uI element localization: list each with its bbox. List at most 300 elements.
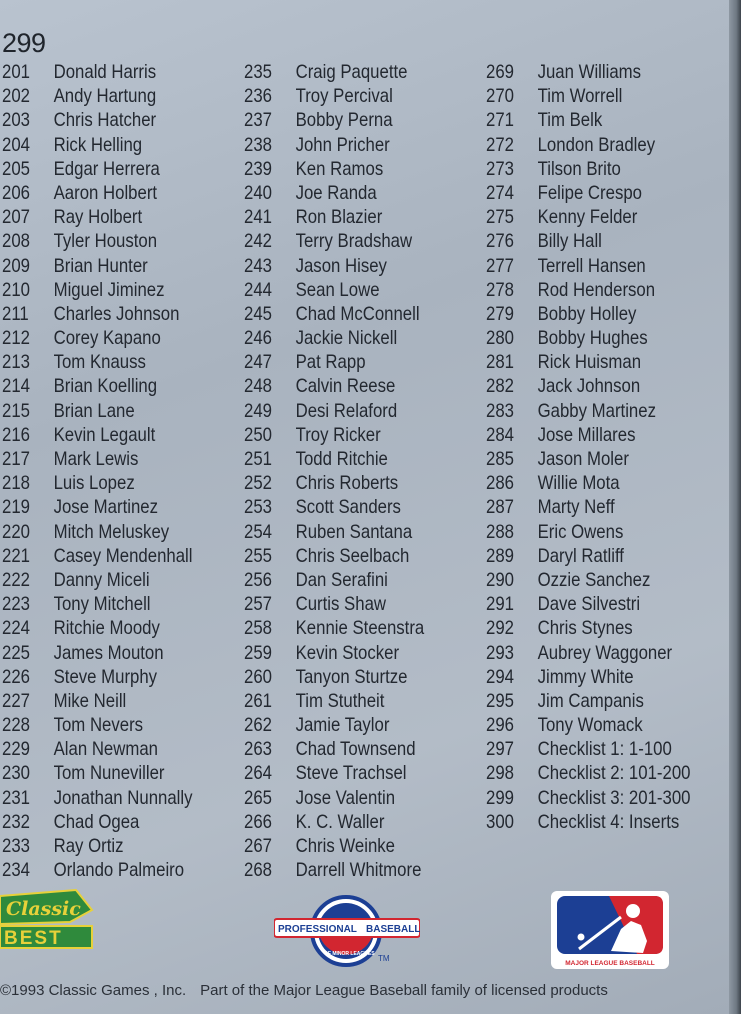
card-id: 285: [486, 448, 514, 470]
player-name: Kenny Felder: [537, 206, 638, 229]
card-id: 299: [486, 786, 514, 809]
checklist-row: [244, 592, 424, 616]
card-id: 201: [2, 61, 30, 83]
player-name: Miguel Jiminez: [53, 278, 165, 301]
card-id: 300: [486, 810, 514, 833]
player-name: Donald Harris: [53, 61, 157, 83]
card-number: 299: [2, 28, 46, 58]
checklist-row: [486, 84, 690, 108]
checklist-row: [486, 302, 690, 326]
checklist-row: [486, 810, 690, 834]
player-name: Chris Stynes: [537, 617, 633, 640]
card-id: 280: [486, 327, 514, 350]
player-name: Jim Campanis: [537, 689, 644, 712]
mlb-logo: [551, 891, 669, 969]
checklist-row: [2, 423, 193, 447]
card-id: 249: [244, 399, 272, 422]
card-id: 218: [2, 472, 30, 495]
card-id: 284: [486, 423, 514, 446]
player-name: Chris Hatcher: [53, 109, 157, 132]
checklist-row: [244, 761, 424, 785]
player-name: Aubrey Waggoner: [537, 641, 673, 664]
card-id: 230: [2, 762, 30, 785]
checklist-row: [244, 229, 424, 253]
card-id: 255: [244, 544, 272, 567]
checklist-row: [486, 495, 690, 519]
player-name: Bobby Holley: [537, 302, 637, 325]
classic-best-logo: [0, 888, 100, 954]
checklist-row: [2, 834, 193, 858]
card-id: 224: [2, 617, 30, 640]
checklist-row: [2, 761, 193, 785]
checklist-row: [244, 60, 424, 84]
checklist-column-2: [244, 60, 454, 882]
player-name: Chad Townsend: [295, 738, 416, 761]
card-id: 220: [2, 520, 30, 543]
checklist-row: [244, 326, 424, 350]
checklist-row: [244, 616, 424, 640]
card-id: 273: [486, 157, 514, 180]
checklist-row: [2, 157, 193, 181]
card-id: 264: [244, 762, 272, 785]
card-id: 204: [2, 133, 30, 156]
player-name: Chris Weinke: [295, 835, 396, 857]
card-id: 290: [486, 568, 514, 591]
checklist-row: [244, 471, 424, 495]
card-id: 233: [2, 835, 30, 857]
card-id: 251: [244, 448, 272, 470]
player-name: Rod Henderson: [537, 278, 656, 301]
checklist-row: [244, 108, 424, 132]
checklist-row: [2, 810, 193, 834]
player-name: Ron Blazier: [295, 206, 383, 229]
player-name: Rick Huisman: [537, 351, 642, 374]
checklist-column-3: [486, 60, 724, 834]
checklist-row: [244, 544, 424, 568]
checklist-row: [486, 689, 690, 713]
card-id: 238: [244, 133, 272, 156]
card-id: 257: [244, 593, 272, 616]
checklist-row: [244, 254, 424, 278]
card-id: 271: [486, 109, 514, 132]
card-id: 243: [244, 254, 272, 277]
professional-baseball-logo: [274, 893, 420, 973]
checklist-row: [2, 641, 193, 665]
card-id: 289: [486, 544, 514, 567]
player-name: Kennie Steenstra: [295, 617, 425, 640]
card-id: 210: [2, 278, 30, 301]
player-name: John Pricher: [295, 133, 390, 156]
checklist-row: [2, 592, 193, 616]
player-name: Jackie Nickell: [295, 327, 398, 350]
checklist-row: [2, 278, 193, 302]
checklist-row: [486, 520, 690, 544]
checklist-row: [244, 133, 424, 157]
player-name: Ken Ramos: [295, 157, 384, 180]
checklist-row: [244, 350, 424, 374]
player-name: Checklist 2: 101-200: [537, 762, 691, 785]
card-id: 235: [244, 61, 272, 83]
player-name: Jose Valentin: [295, 786, 396, 809]
card-id: 270: [486, 85, 514, 108]
checklist-row: [2, 254, 193, 278]
player-name: Kevin Stocker: [295, 641, 400, 664]
checklist-row: [244, 713, 424, 737]
card-id: 219: [2, 496, 30, 519]
player-name: Marty Neff: [537, 496, 615, 519]
checklist-row: [2, 447, 193, 471]
player-name: K. C. Waller: [295, 810, 385, 833]
checklist-row: [244, 520, 424, 544]
card-id: 241: [244, 206, 272, 229]
card-id: 245: [244, 302, 272, 325]
checklist-row: [486, 157, 690, 181]
checklist-row: [244, 495, 424, 519]
checklist-row: [486, 568, 690, 592]
card-id: 215: [2, 399, 30, 422]
player-name: Daryl Ratliff: [537, 544, 624, 567]
checklist-row: [486, 254, 690, 278]
checklist-row: [244, 665, 424, 689]
player-name: Casey Mendenhall: [53, 544, 193, 567]
pro-logo-bottom-text: OF MINOR LEAGUES: [324, 951, 375, 957]
card-id: 236: [244, 85, 272, 108]
card-id: 269: [486, 61, 514, 83]
card-id: 216: [2, 423, 30, 446]
player-name: Gabby Martinez: [537, 399, 656, 422]
player-name: Aaron Holbert: [53, 181, 158, 204]
player-name: Ray Holbert: [53, 206, 143, 229]
card-id: 229: [2, 738, 30, 761]
player-name: Jamie Taylor: [295, 714, 390, 737]
card-id: 276: [486, 230, 514, 253]
checklist-row: [486, 665, 690, 689]
player-name: Corey Kapano: [53, 327, 161, 350]
checklist-row: [244, 157, 424, 181]
player-name: Tom Knauss: [53, 351, 146, 374]
checklist-row: [244, 834, 424, 858]
player-name: Ray Ortiz: [53, 835, 124, 857]
checklist-row: [2, 689, 193, 713]
player-name: Pat Rapp: [295, 351, 366, 374]
card-id: 253: [244, 496, 272, 519]
checklist-row: [2, 181, 193, 205]
player-name: Mike Neill: [53, 689, 127, 712]
card-id: 275: [486, 206, 514, 229]
checklist-row: [486, 423, 690, 447]
checklist-row: [2, 133, 193, 157]
card-id: 212: [2, 327, 30, 350]
card-id: 252: [244, 472, 272, 495]
player-name: Charles Johnson: [53, 302, 180, 325]
player-name: Rick Helling: [53, 133, 143, 156]
player-name: Willie Mota: [537, 472, 620, 495]
pro-logo-left-text: PROFESSIONAL: [278, 924, 357, 935]
card-id: 295: [486, 689, 514, 712]
card-id: 228: [2, 714, 30, 737]
mlb-logo-text: MAJOR LEAGUE BASEBALL: [565, 960, 655, 967]
card-id: 294: [486, 665, 514, 688]
card-id: 242: [244, 230, 272, 253]
card-id: 268: [244, 859, 272, 882]
checklist-row: [244, 447, 424, 471]
player-name: Tony Mitchell: [53, 593, 151, 616]
player-name: Chad Ogea: [53, 810, 140, 833]
checklist-row: [486, 786, 690, 810]
checklist-row: [2, 665, 193, 689]
player-name: Edgar Herrera: [53, 157, 160, 180]
checklist-row: [486, 713, 690, 737]
checklist-row: [244, 84, 424, 108]
checklist-row: [486, 278, 690, 302]
checklist-row: [486, 350, 690, 374]
player-name: Tim Stutheit: [295, 689, 385, 712]
card-id: 222: [2, 568, 30, 591]
checklist-row: [244, 181, 424, 205]
checklist-row: [486, 181, 690, 205]
checklist-row: [486, 229, 690, 253]
player-name: Danny Miceli: [53, 568, 150, 591]
card-id: 214: [2, 375, 30, 398]
player-name: Juan Williams: [537, 61, 642, 83]
checklist-row: [2, 326, 193, 350]
player-name: Troy Ricker: [295, 423, 381, 446]
card-id: 292: [486, 617, 514, 640]
card-id: 266: [244, 810, 272, 833]
card-id: 272: [486, 133, 514, 156]
player-name: Billy Hall: [537, 230, 602, 253]
checklist-row: [486, 399, 690, 423]
mlb-silhouette-icon: [551, 891, 669, 969]
checklist-row: [2, 205, 193, 229]
card-id: 259: [244, 641, 272, 664]
player-name: Tom Nevers: [53, 714, 144, 737]
checklist-row: [244, 568, 424, 592]
player-name: Alan Newman: [53, 738, 158, 761]
player-name: Mitch Meluskey: [53, 520, 170, 543]
card-id: 267: [244, 835, 272, 857]
player-name: Tony Womack: [537, 714, 643, 737]
checklist-row: [244, 810, 424, 834]
player-name: Jason Moler: [537, 448, 629, 470]
card-id: 223: [2, 593, 30, 616]
checklist-row: [244, 374, 424, 398]
card-id: 213: [2, 351, 30, 374]
card-id: 237: [244, 109, 272, 132]
player-name: Ruben Santana: [295, 520, 413, 543]
player-name: Eric Owens: [537, 520, 624, 543]
card-id: 248: [244, 375, 272, 398]
player-name: Ozzie Sanchez: [537, 568, 651, 591]
player-name: Chris Roberts: [295, 472, 399, 495]
card-id: 258: [244, 617, 272, 640]
card-id: 250: [244, 423, 272, 446]
player-name: Brian Hunter: [53, 254, 148, 277]
player-name: Desi Relaford: [295, 399, 398, 422]
card-id: 244: [244, 278, 272, 301]
card-id: 286: [486, 472, 514, 495]
card-id: 298: [486, 762, 514, 785]
player-name: Brian Lane: [53, 399, 135, 422]
card-id: 234: [2, 859, 30, 882]
player-name: Tilson Brito: [537, 157, 621, 180]
card-id: 254: [244, 520, 272, 543]
pro-logo-tm: TM: [378, 954, 390, 963]
checklist-row: [2, 302, 193, 326]
card-id: 206: [2, 181, 30, 204]
checklist-row: [486, 133, 690, 157]
player-name: Checklist 3: 201-300: [537, 786, 691, 809]
player-name: Jose Martinez: [53, 496, 158, 519]
card-id: 207: [2, 206, 30, 229]
card-id: 246: [244, 327, 272, 350]
player-name: Mark Lewis: [53, 448, 139, 470]
player-name: Joe Randa: [295, 181, 377, 204]
card-id: 231: [2, 786, 30, 809]
checklist-row: [2, 471, 193, 495]
copyright-text: ©1993 Classic Games , Inc.: [0, 982, 187, 999]
player-name: Luis Lopez: [53, 472, 135, 495]
checklist-row: [2, 786, 193, 810]
checklist-row: [2, 399, 193, 423]
player-name: Ritchie Moody: [53, 617, 160, 640]
checklist-row: [244, 737, 424, 761]
card-id: 263: [244, 738, 272, 761]
player-name: Darrell Whitmore: [295, 859, 422, 882]
checklist-row: [486, 616, 690, 640]
checklist-row: [244, 423, 424, 447]
card-id: 277: [486, 254, 514, 277]
player-name: Jonathan Nunnally: [53, 786, 193, 809]
player-name: Terrell Hansen: [537, 254, 646, 277]
checklist-row: [2, 108, 193, 132]
card-id: 232: [2, 810, 30, 833]
checklist-row: [486, 205, 690, 229]
card-id: 221: [2, 544, 30, 567]
player-name: London Bradley: [537, 133, 656, 156]
pro-logo-right-text: BASEBALL: [366, 924, 420, 935]
checklist-row: [244, 205, 424, 229]
checklist-row: [244, 786, 424, 810]
card-id: 274: [486, 181, 514, 204]
card-id: 225: [2, 641, 30, 664]
player-name: Jack Johnson: [537, 375, 641, 398]
player-name: Orlando Palmeiro: [53, 859, 185, 882]
checklist-row: [2, 374, 193, 398]
player-name: Troy Percival: [295, 85, 393, 108]
checklist-row: [486, 761, 690, 785]
player-name: Todd Ritchie: [295, 448, 388, 470]
card-id: 282: [486, 375, 514, 398]
card-id: 288: [486, 520, 514, 543]
checklist-row: [2, 568, 193, 592]
checklist-row: [2, 520, 193, 544]
player-name: Jason Hisey: [295, 254, 387, 277]
card-id: 260: [244, 665, 272, 688]
card-id: 261: [244, 689, 272, 712]
checklist-row: [2, 60, 193, 84]
card-id: 239: [244, 157, 272, 180]
player-name: Checklist 1: 1-100: [537, 738, 672, 761]
checklist-row: [486, 447, 690, 471]
card-id: 208: [2, 230, 30, 253]
player-name: Tim Belk: [537, 109, 603, 132]
player-name: Steve Trachsel: [295, 762, 407, 785]
player-name: Jose Millares: [537, 423, 636, 446]
player-name: Chris Seelbach: [295, 544, 410, 567]
card-id: 240: [244, 181, 272, 204]
player-name: Felipe Crespo: [537, 181, 642, 204]
player-name: Dan Serafini: [295, 568, 388, 591]
card-id: 205: [2, 157, 30, 180]
player-name: Terry Bradshaw: [295, 230, 413, 253]
checklist-row: [244, 641, 424, 665]
player-name: Kevin Legault: [53, 423, 156, 446]
card-id: 202: [2, 85, 30, 108]
card-id: 281: [486, 351, 514, 374]
card-id: 283: [486, 399, 514, 422]
license-text: Part of the Major League Baseball family of licensed products: [200, 982, 608, 999]
checklist-row: [2, 229, 193, 253]
checklist-row: [2, 858, 193, 882]
checklist-row: [486, 737, 690, 761]
player-name: Chad McConnell: [295, 302, 420, 325]
card-id: 226: [2, 665, 30, 688]
card-id: 247: [244, 351, 272, 374]
card-id: 209: [2, 254, 30, 277]
checklist-row: [2, 737, 193, 761]
checklist-row: [486, 641, 690, 665]
card-id: 293: [486, 641, 514, 664]
checklist-row: [486, 592, 690, 616]
player-name: Tim Worrell: [537, 85, 623, 108]
card-id: 279: [486, 302, 514, 325]
player-name: Scott Sanders: [295, 496, 401, 519]
player-name: Jimmy White: [537, 665, 634, 688]
player-name: Dave Silvestri: [537, 593, 641, 616]
player-name: Tom Nuneviller: [53, 762, 165, 785]
player-name: Calvin Reese: [295, 375, 396, 398]
checklist-row: [2, 544, 193, 568]
card-id: 278: [486, 278, 514, 301]
card-id: 296: [486, 714, 514, 737]
checklist-row: [244, 399, 424, 423]
checklist-row: [486, 544, 690, 568]
checklist-row: [486, 471, 690, 495]
checklist-row: [2, 84, 193, 108]
player-name: Bobby Perna: [295, 109, 393, 132]
player-name: Sean Lowe: [295, 278, 380, 301]
checklist-row: [244, 689, 424, 713]
checklist-row: [244, 302, 424, 326]
card-id: 211: [2, 302, 29, 325]
player-name: Tyler Houston: [53, 230, 158, 253]
checklist-row: [486, 108, 690, 132]
player-name: James Mouton: [53, 641, 164, 664]
card-id: 262: [244, 714, 272, 737]
footer: [0, 982, 608, 999]
card-id: 227: [2, 689, 30, 712]
checklist-row: [486, 374, 690, 398]
card-id: 217: [2, 448, 30, 470]
card-id: 297: [486, 738, 514, 761]
card-id: 287: [486, 496, 514, 519]
card-id: 291: [486, 593, 514, 616]
checklist-column-1: [2, 60, 224, 882]
checklist-row: [2, 350, 193, 374]
card-id: 265: [244, 786, 272, 809]
best-logo-text: BEST: [4, 928, 63, 949]
